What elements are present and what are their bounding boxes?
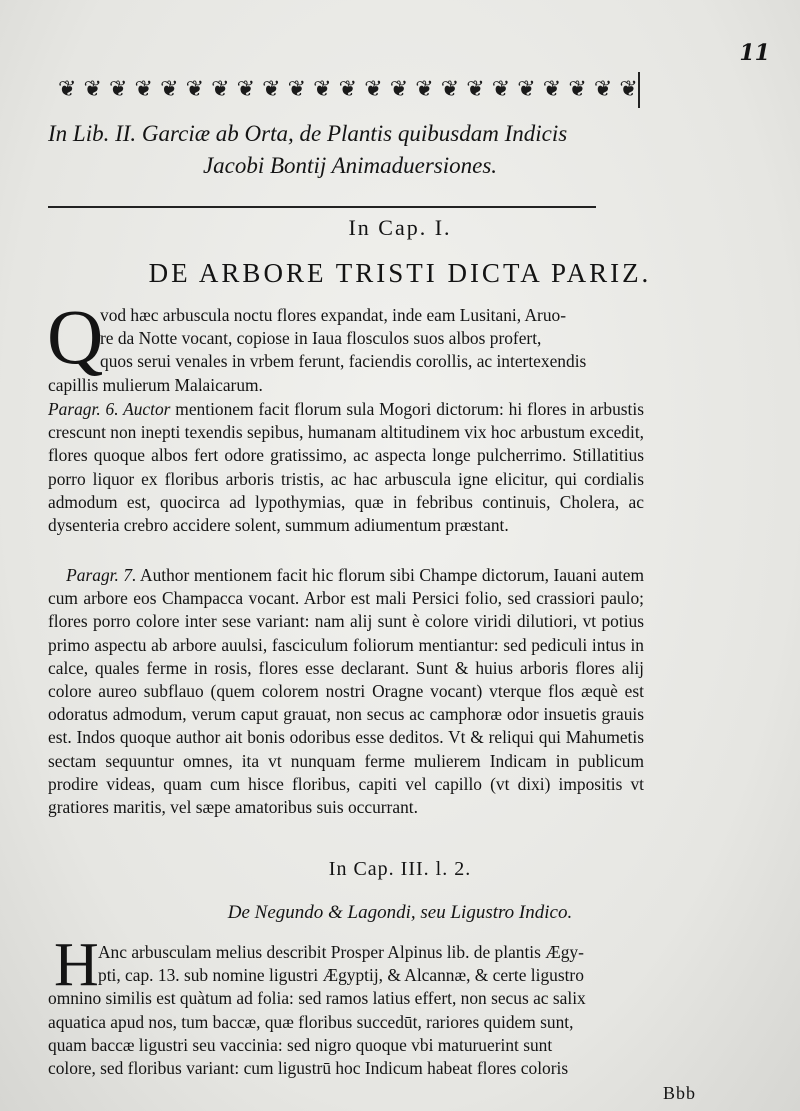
fleuron-icon: ❦ (313, 77, 332, 102)
section-title: DE ARBORE TRISTI DICTA PARIZ. (148, 258, 652, 288)
chapter-label: In Cap. III. l. 2. (328, 858, 472, 880)
chapter-label: In Cap. I. (348, 215, 452, 240)
fleuron-icon: ❦ (338, 77, 358, 102)
fleuron-icon: ❦ (466, 77, 485, 102)
paragraph-line: omnino similis est quàtum ad folia: sed ramos latius effert, non secus ac salix (48, 988, 586, 1009)
page-number: 11 (739, 40, 770, 66)
fleuron-icon: ❦ (440, 77, 460, 102)
paragraph-line: aquatica apud nos, tum baccæ, quæ floribus succedūt, rariores quidem sunt, (48, 1011, 574, 1032)
running-heading (40, 118, 660, 182)
paragraph-line: colore, sed floribus variant: cum ligustrū hoc Indicum habeat flores coloris (48, 1058, 569, 1079)
fleuron-icon: ❦ (568, 77, 587, 102)
fleuron-icon: ❦ (542, 77, 562, 102)
paragraph-body: mentionem facit florum sula Mogori dictorum: hi flores in arbustis crescunt non inepti texendis sepibus, humanam altitudinem vix hoc arbustum excedit, flores quoque albos fert odore gratissimo, ac aspecta longe pulcherrimo. Stillatitius porro liquor ex floribus arboris tristis, ac hac arbuscula igne elicitur, qui cordialis admodum est, quocirca ad lypothymias, quæ in febribus continuis, Cholera, ac dysenteria crebro accidere solent, summum adiumentum præstant. (48, 399, 644, 536)
drop-cap: Q (47, 293, 104, 380)
paragraph-marker: Paragr. 6. Auctor (48, 399, 171, 419)
fleuron-icon: ❦ (109, 77, 128, 102)
paragraph-body: Author mentionem facit hic florum sibi Champe dictorum, Iauani autem cum arbore eos Champacca vocant. Arbor est mali Persici folio, sed crassiori paulo; flores porro colore inter sese variant: nam alij sunt è colore viridi dilutiori, vt potius primo aspectu ab arbore auulsi, fasciculum foliorum mentiantur: sed pediculi intus in calce, quales ferme in rosis, flores esse declarant. Sunt & huius arboris flores alij colore aureo subflauo (quem colorem nostri Oragne vocant) vterque flos æquè est odoratus admodum, verum caput grauat, non secus ac camphoræ odor insuetis grauis est. Indos quoque author ait bonis odoribus esse deditos. Vt & reliqui qui Mahumetis sectam sequuntur omnes, ita vt nunquam ferme mulierem Indicam in publicum prodire videas, quam cum hisce floribus, capiti vel capillo (vt dixi) impositis vt gratiores maritis, vel sæpe amatoribus suis occurrant. (48, 565, 645, 818)
fleuron-icon: ❦ (287, 77, 307, 102)
drop-cap: H (54, 931, 99, 999)
fleuron-icon: ❦ (415, 77, 434, 102)
paragraph-3 (48, 564, 644, 819)
fleuron-icon: ❦ (491, 77, 511, 102)
paragraph-line: vod hæc arbuscula noctu flores expandat, inde eam Lusitani, Aruo- (100, 305, 567, 325)
fleuron-icon: ❦ (185, 77, 205, 102)
fleuron-icon: ❦ (364, 77, 383, 102)
signature-mark: Bbb (662, 1083, 696, 1103)
paragraph-4 (48, 941, 644, 1080)
fleuron-icon: ❦ (83, 77, 102, 102)
paragraph-marker: Paragr. 7. (66, 565, 137, 585)
paragraph-2 (48, 398, 644, 537)
paragraph-line: capillis mulierum Malaicarum. (48, 374, 263, 395)
paragraph-line: quos serui venales in vrbem ferunt, faciendis corollis, ac intertexendis (100, 351, 587, 372)
fleuron-icon: ❦ (593, 77, 613, 102)
paragraph-line: Anc arbusculam melius describit Prosper Alpinus lib. de plantis Ægy- (98, 942, 584, 962)
fleuron-icon: ❦ (389, 77, 409, 102)
fleuron-icon: ❦ (160, 77, 179, 102)
section-subtitle: De Negundo & Lagondi, seu Ligustro Indico. (227, 902, 573, 923)
heading-rule (48, 206, 596, 208)
paragraph-line: pti, cap. 13. sub nomine ligustri Ægyptij, & Alcannæ, & certe ligustro (98, 965, 584, 986)
fleuron-icon: ❦ (211, 77, 230, 102)
paragraph-line: re da Notte vocant, copiose in Iaua flosculos suos albos profert, (100, 328, 542, 349)
decorative-headpiece (58, 72, 640, 108)
heading-line-2: Jacobi Bontij Animaduersiones. (202, 153, 498, 178)
fleuron-icon: ❦ (236, 77, 256, 102)
fleuron-icon: ❦ (58, 77, 77, 102)
paragraph-1 (48, 304, 644, 397)
fleuron-icon: ❦ (619, 77, 638, 102)
heading-line-1: In Lib. II. Garciæ ab Orta, de Plantis quibusdam Indicis (48, 121, 568, 146)
fleuron-icon: ❦ (262, 77, 281, 102)
fleuron-icon: ❦ (134, 77, 153, 102)
fleuron-icon: ❦ (517, 77, 536, 102)
paragraph-line: quam baccæ ligustri seu vaccinia: sed nigro quoque vbi maturuerint sunt (48, 1034, 553, 1055)
